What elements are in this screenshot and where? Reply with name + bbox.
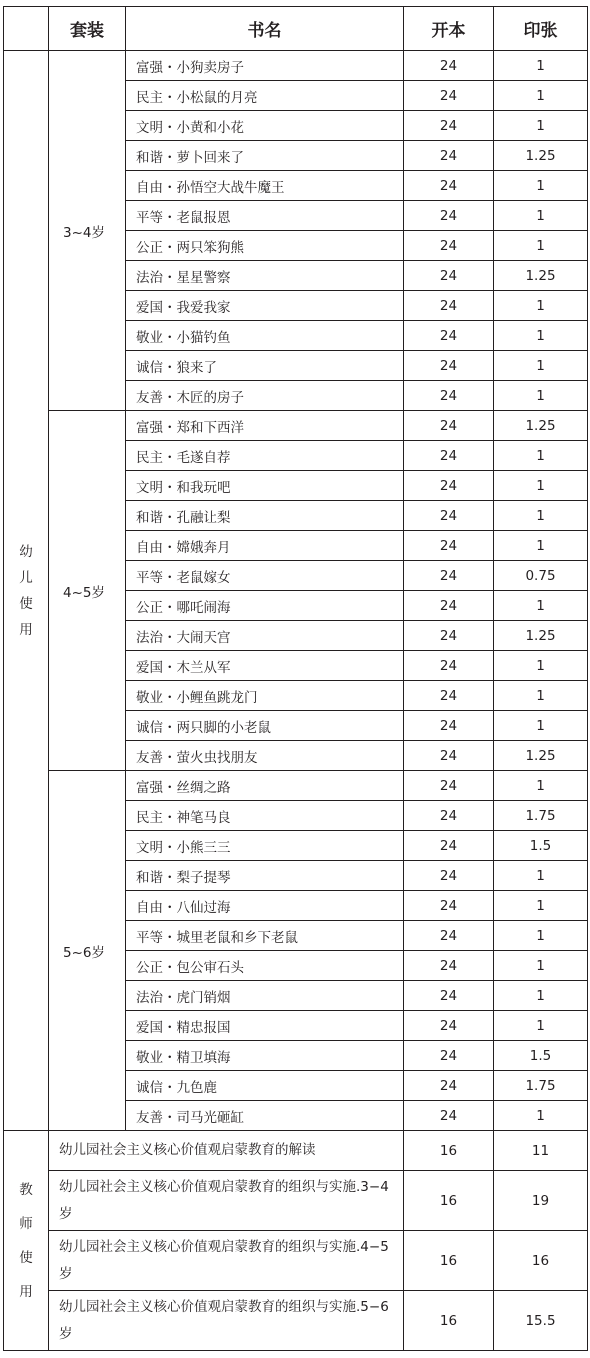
book-format: 24 — [404, 231, 494, 261]
table-row — [4, 1131, 588, 1171]
header-group — [4, 7, 49, 51]
book-sheets: 1 — [494, 891, 588, 921]
book-format: 24 — [404, 381, 494, 411]
book-format: 24 — [404, 1071, 494, 1101]
teacher-book-title: 幼儿园社会主义核心价值观启蒙教育的组织与实施.4−5岁 — [49, 1231, 404, 1291]
book-title: 公正・两只笨狗熊 — [126, 231, 404, 261]
book-format: 24 — [404, 291, 494, 321]
group-label-char: 儿 — [19, 569, 33, 586]
table-row — [4, 1171, 588, 1231]
book-format: 24 — [404, 411, 494, 441]
book-format: 24 — [404, 141, 494, 171]
book-format: 24 — [404, 321, 494, 351]
book-sheets: 1.25 — [494, 741, 588, 771]
book-title: 富强・郑和下西洋 — [126, 411, 404, 441]
set-age-label: 3~4岁 — [49, 51, 126, 411]
book-title: 诚信・两只脚的小老鼠 — [126, 711, 404, 741]
book-format: 24 — [404, 681, 494, 711]
book-title: 文明・小黄和小花 — [126, 111, 404, 141]
book-format: 24 — [404, 831, 494, 861]
book-sheets: 1 — [494, 381, 588, 411]
book-format: 24 — [404, 981, 494, 1011]
book-format: 24 — [404, 651, 494, 681]
book-title: 平等・城里老鼠和乡下老鼠 — [126, 921, 404, 951]
book-sheets: 1 — [494, 711, 588, 741]
book-title: 敬业・小猫钓鱼 — [126, 321, 404, 351]
book-title: 爱国・我爱我家 — [126, 291, 404, 321]
group-label-char: 教 — [19, 1181, 33, 1198]
book-format: 24 — [404, 171, 494, 201]
book-sheets: 1 — [494, 351, 588, 381]
book-title: 和谐・萝卜回来了 — [126, 141, 404, 171]
book-title: 民主・神笔马良 — [126, 801, 404, 831]
book-sheets: 1 — [494, 921, 588, 951]
book-title: 友善・木匠的房子 — [126, 381, 404, 411]
book-title: 自由・八仙过海 — [126, 891, 404, 921]
book-title: 敬业・小鲤鱼跳龙门 — [126, 681, 404, 711]
book-title: 法治・虎门销烟 — [126, 981, 404, 1011]
book-sheets: 1 — [494, 681, 588, 711]
teacher-book-title: 幼儿园社会主义核心价值观启蒙教育的组织与实施.5−6岁 — [49, 1291, 404, 1351]
group-label-child — [4, 51, 49, 1131]
book-sheets: 1 — [494, 651, 588, 681]
book-sheets: 1 — [494, 231, 588, 261]
header-title: 书名 — [126, 7, 404, 51]
book-format: 24 — [404, 441, 494, 471]
book-format: 24 — [404, 81, 494, 111]
book-format: 24 — [404, 1041, 494, 1071]
book-sheets: 1 — [494, 51, 588, 81]
book-title: 平等・老鼠报恩 — [126, 201, 404, 231]
book-format: 24 — [404, 891, 494, 921]
book-title: 自由・孙悟空大战牛魔王 — [126, 171, 404, 201]
book-format: 24 — [404, 201, 494, 231]
group-label-teacher — [4, 1131, 49, 1351]
book-sheets: 1 — [494, 861, 588, 891]
header-format: 开本 — [404, 7, 494, 51]
book-format: 24 — [404, 51, 494, 81]
book-sheets: 1 — [494, 1011, 588, 1041]
book-sheets: 1.25 — [494, 141, 588, 171]
book-sheets: 1 — [494, 981, 588, 1011]
book-format: 16 — [404, 1171, 494, 1231]
book-sheets: 16 — [494, 1231, 588, 1291]
book-title: 自由・嫦娥奔月 — [126, 531, 404, 561]
book-format: 24 — [404, 921, 494, 951]
book-format: 24 — [404, 711, 494, 741]
group-label-char: 幼 — [19, 543, 33, 560]
book-title: 爱国・精忠报国 — [126, 1011, 404, 1041]
group-label-char: 使 — [19, 595, 33, 612]
book-title: 爱国・木兰从军 — [126, 651, 404, 681]
book-title: 民主・小松鼠的月亮 — [126, 81, 404, 111]
book-sheets: 1 — [494, 771, 588, 801]
book-title: 法治・星星警察 — [126, 261, 404, 291]
book-sheets: 1 — [494, 201, 588, 231]
teacher-book-title: 幼儿园社会主义核心价值观启蒙教育的解读 — [49, 1131, 404, 1171]
book-sheets: 1 — [494, 471, 588, 501]
table-row — [4, 411, 588, 441]
book-title: 公正・哪吒闹海 — [126, 591, 404, 621]
book-format: 16 — [404, 1231, 494, 1291]
book-sheets: 1.75 — [494, 1071, 588, 1101]
book-sheets: 1 — [494, 531, 588, 561]
book-format: 24 — [404, 801, 494, 831]
book-title: 富强・小狗卖房子 — [126, 51, 404, 81]
book-title: 和谐・梨子提琴 — [126, 861, 404, 891]
book-title: 文明・小熊三三 — [126, 831, 404, 861]
book-sheets: 1.5 — [494, 1041, 588, 1071]
book-format: 24 — [404, 861, 494, 891]
book-title: 富强・丝绸之路 — [126, 771, 404, 801]
set-age-label: 4~5岁 — [49, 411, 126, 771]
book-format: 24 — [404, 591, 494, 621]
book-sheets: 1 — [494, 951, 588, 981]
book-format: 24 — [404, 1011, 494, 1041]
book-format: 24 — [404, 561, 494, 591]
book-sheets: 1 — [494, 591, 588, 621]
book-sheets: 1 — [494, 111, 588, 141]
book-title: 和谐・孔融让梨 — [126, 501, 404, 531]
book-format: 24 — [404, 261, 494, 291]
teacher-book-title: 幼儿园社会主义核心价值观启蒙教育的组织与实施.3−4岁 — [49, 1171, 404, 1231]
book-sheets: 1 — [494, 81, 588, 111]
book-sheets: 1.25 — [494, 261, 588, 291]
group-label-char: 师 — [19, 1215, 33, 1232]
book-sheets: 11 — [494, 1131, 588, 1171]
table-row — [4, 1291, 588, 1351]
book-sheets: 1.25 — [494, 411, 588, 441]
table-row — [4, 1231, 588, 1291]
book-format: 16 — [404, 1131, 494, 1171]
book-sheets: 19 — [494, 1171, 588, 1231]
set-age-label: 5~6岁 — [49, 771, 126, 1131]
book-title: 诚信・九色鹿 — [126, 1071, 404, 1101]
book-format: 24 — [404, 621, 494, 651]
book-format: 24 — [404, 771, 494, 801]
group-label-char: 使 — [19, 1249, 33, 1266]
book-format: 24 — [404, 951, 494, 981]
book-sheets: 1 — [494, 321, 588, 351]
header-row — [4, 7, 588, 51]
book-title: 友善・司马光砸缸 — [126, 1101, 404, 1131]
book-sheets: 1 — [494, 291, 588, 321]
book-title: 法治・大闹天宫 — [126, 621, 404, 651]
book-title: 文明・和我玩吧 — [126, 471, 404, 501]
header-sheets: 印张 — [494, 7, 588, 51]
book-format: 24 — [404, 741, 494, 771]
book-format: 24 — [404, 111, 494, 141]
book-list-table — [3, 6, 588, 1351]
book-sheets: 1 — [494, 1101, 588, 1131]
book-format: 16 — [404, 1291, 494, 1351]
group-label-char: 用 — [19, 621, 33, 638]
book-title: 公正・包公审石头 — [126, 951, 404, 981]
book-format: 24 — [404, 351, 494, 381]
book-sheets: 1 — [494, 501, 588, 531]
book-sheets: 1 — [494, 171, 588, 201]
book-title: 诚信・狼来了 — [126, 351, 404, 381]
header-set: 套装 — [49, 7, 126, 51]
table-row — [4, 51, 588, 81]
book-title: 平等・老鼠嫁女 — [126, 561, 404, 591]
book-title: 敬业・精卫填海 — [126, 1041, 404, 1071]
book-title: 友善・萤火虫找朋友 — [126, 741, 404, 771]
book-title: 民主・毛遂自荐 — [126, 441, 404, 471]
table-row — [4, 771, 588, 801]
book-format: 24 — [404, 471, 494, 501]
book-sheets: 0.75 — [494, 561, 588, 591]
book-format: 24 — [404, 531, 494, 561]
book-sheets: 1.25 — [494, 621, 588, 651]
book-sheets: 1 — [494, 441, 588, 471]
book-sheets: 15.5 — [494, 1291, 588, 1351]
book-format: 24 — [404, 501, 494, 531]
book-format: 24 — [404, 1101, 494, 1131]
book-sheets: 1.75 — [494, 801, 588, 831]
book-sheets: 1.5 — [494, 831, 588, 861]
group-label-char: 用 — [19, 1283, 33, 1300]
table-body — [4, 51, 588, 1351]
